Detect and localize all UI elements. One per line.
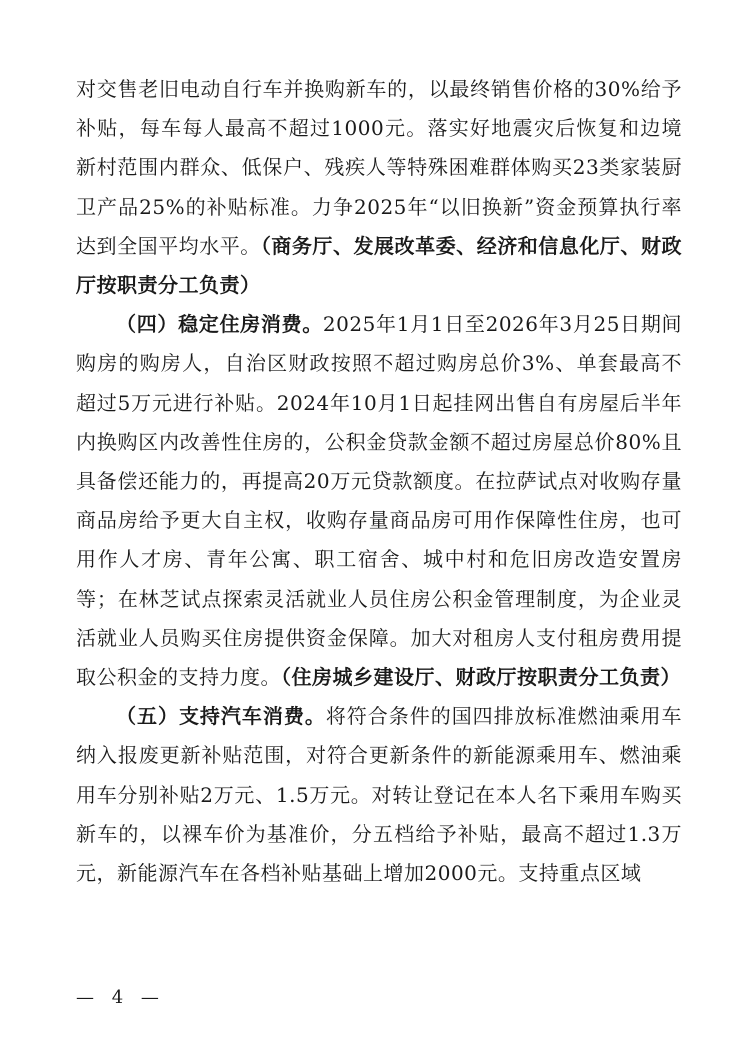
- paragraph-text: 2025年1月1日至2026年3月25日期间购房的购房人，自治区财政按照不超过购房总价3%、单套最高不超过5万元进行补贴。2024年10月1日起挂网出售自有房屋后半年内换购区内改善性住房的，公积金贷款金额不超过房屋总价80%且具备偿还能力的，再提高20万元贷款额度。在拉萨试点对收购存量商品房给予更大自主权，收购存量商品房可用作保障性住房，也可用作人才房、青年公寓、职工宿舍、城中村和危旧房改造安置房等；在林芝试点探索灵活就业人员住房公积金管理制度，为企业灵活就业人员购买住房提供资金保障。加大对租房人支付租房费用提取公积金的支持力度。: [76, 312, 683, 690]
- paragraph-subsidy-continuation: [76, 70, 682, 305]
- section-heading-housing: （四）稳定住房消费。: [116, 312, 323, 337]
- paragraph-text: 对交售老旧电动自行车并换购新车的，以最终销售价格的30%给予补贴，每车每人最高不超过1000元。落实好地震灾后恢复和边境新村范围内群众、低保户、残疾人等特殊困难群体购买23类家装厨卫产品25%的补贴标准。力争2025年“以旧换新”资金预算执行率达到全国平均水平。: [76, 77, 682, 258]
- paragraph-auto-consumption: [76, 697, 682, 893]
- paragraph-text: 将符合条件的国四排放标准燃油乘用车纳入报废更新补贴范围，对符合更新条件的新能源乘用车、燃油乘用车分别补贴2万元、1.5万元。对转让登记在本人名下乘用车购买新车的，以裸车价为基准价，分五档给予补贴，最高不超过1.3万元，新能源汽车在各档补贴基础上增加2000元。支持重点区域: [76, 704, 683, 886]
- responsibility-note: （住房城乡建设厅、财政厅按职责分工负责）: [281, 665, 681, 690]
- page-number: — 4 —: [76, 987, 165, 1008]
- section-heading-auto: （五）支持汽车消费。: [116, 704, 326, 729]
- document-body: [76, 70, 682, 893]
- paragraph-housing-consumption: [76, 305, 682, 697]
- responsibility-note: （商务厅、发展改革委、经济和信息化厅、财政厅按职责分工负责）: [76, 233, 683, 298]
